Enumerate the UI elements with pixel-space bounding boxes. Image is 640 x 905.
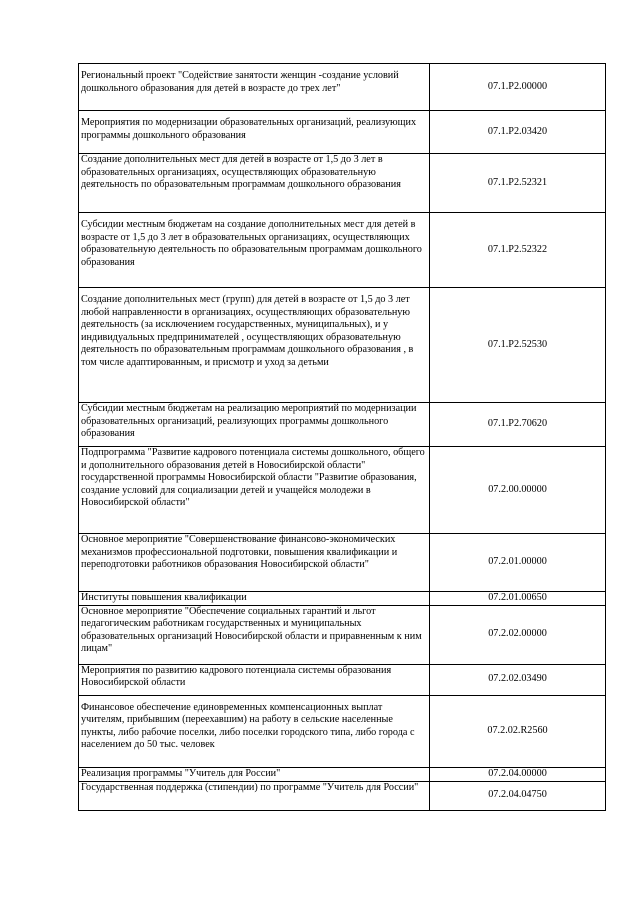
table-row: [79, 213, 606, 288]
table-row: [79, 403, 606, 447]
table-row: [79, 534, 606, 592]
table-row: [79, 111, 606, 154]
table-row: [79, 664, 606, 695]
table-row: [79, 605, 606, 664]
row-name: Субсидии местным бюджетам на создание дополнительных мест для детей в возрасте от 1,5 до 3 лет в образовательных организациях, осуществляющих образовательную деятельность по образовательным программам дошкольного образования: [79, 213, 430, 288]
row-name: Реализация программы "Учитель для России": [79, 767, 430, 781]
row-code: 07.1.P2.00000: [430, 64, 606, 111]
row-code: 07.1.P2.70620: [430, 403, 606, 447]
row-code: 07.2.02.00000: [430, 605, 606, 664]
row-name: Создание дополнительных мест (групп) для детей в возрасте от 1,5 до 3 лет любой направленности в организациях, осуществляющих образовательную деятельность (за исключением государственных, муниципальных), и у индивидуальных предпринимателей , осуществляющих образовательную деятельность по образовательным программам дошкольного образования , в том числе адаптированным, и присмотр и уход за детьми: [79, 288, 430, 403]
row-name: Региональный проект "Содействие занятости женщин -создание условий дошкольного образования для детей в возрасте до трех лет": [79, 64, 430, 111]
row-code: 07.2.04.04750: [430, 781, 606, 810]
row-name: Финансовое обеспечение единовременных компенсационных выплат учителям, прибывшим (переехавшим) на работу в сельские населенные пункты, либо рабочие поселки, либо поселки городского типа, либо города с населением до 50 тыс. человек: [79, 695, 430, 767]
row-name: Институты повышения квалификации: [79, 592, 430, 606]
row-name: Подпрограмма "Развитие кадрового потенциала системы дошкольного, общего и дополнительного образования детей в Новосибирской области" государственной программы Новосибирской области "Развитие образования, создание условий для социализации детей и учащейся молодежи в Новосибирской области": [79, 447, 430, 534]
row-name: Субсидии местным бюджетам на реализацию мероприятий по модернизации образовательных организаций, реализующих программы дошкольного образования: [79, 403, 430, 447]
row-code: 07.1.P2.52322: [430, 213, 606, 288]
table-row: [79, 767, 606, 781]
row-name: Основное мероприятие "Совершенствование финансово-экономических механизмов профессиональной подготовки, повышения квалификации и переподготовки работников образования Новосибирской области": [79, 534, 430, 592]
table-row: [79, 781, 606, 810]
row-code: 07.2.00.00000: [430, 447, 606, 534]
row-code: 07.2.02.R2560: [430, 695, 606, 767]
table-row: [79, 447, 606, 534]
table-row: [79, 154, 606, 213]
row-code: 07.1.P2.52530: [430, 288, 606, 403]
row-code: 07.2.01.00000: [430, 534, 606, 592]
row-name: Создание дополнительных мест для детей в возрасте от 1,5 до 3 лет в образовательных организациях, осуществляющих образовательную деятельность по образовательным программам дошкольного образования: [79, 154, 430, 213]
row-name: Мероприятия по модернизации образовательных организаций, реализующих программы дошкольного образования: [79, 111, 430, 154]
budget-classification-table: [78, 63, 606, 811]
row-name: Основное мероприятие "Обеспечение социальных гарантий и льгот педагогическим работникам государственных и муниципальных образовательных организаций Новосибирской области и приравненным к ним лицам": [79, 605, 430, 664]
row-code: 07.2.01.00650: [430, 592, 606, 606]
table-row: [79, 695, 606, 767]
row-name: Мероприятия по развитию кадрового потенциала системы образования Новосибирской области: [79, 664, 430, 695]
row-code: 07.1.P2.52321: [430, 154, 606, 213]
table-row: [79, 592, 606, 606]
row-code: 07.1.P2.03420: [430, 111, 606, 154]
row-code: 07.2.04.00000: [430, 767, 606, 781]
row-name: Государственная поддержка (стипендии) по программе "Учитель для России": [79, 781, 430, 810]
row-code: 07.2.02.03490: [430, 664, 606, 695]
table-row: [79, 288, 606, 403]
table-row: [79, 64, 606, 111]
